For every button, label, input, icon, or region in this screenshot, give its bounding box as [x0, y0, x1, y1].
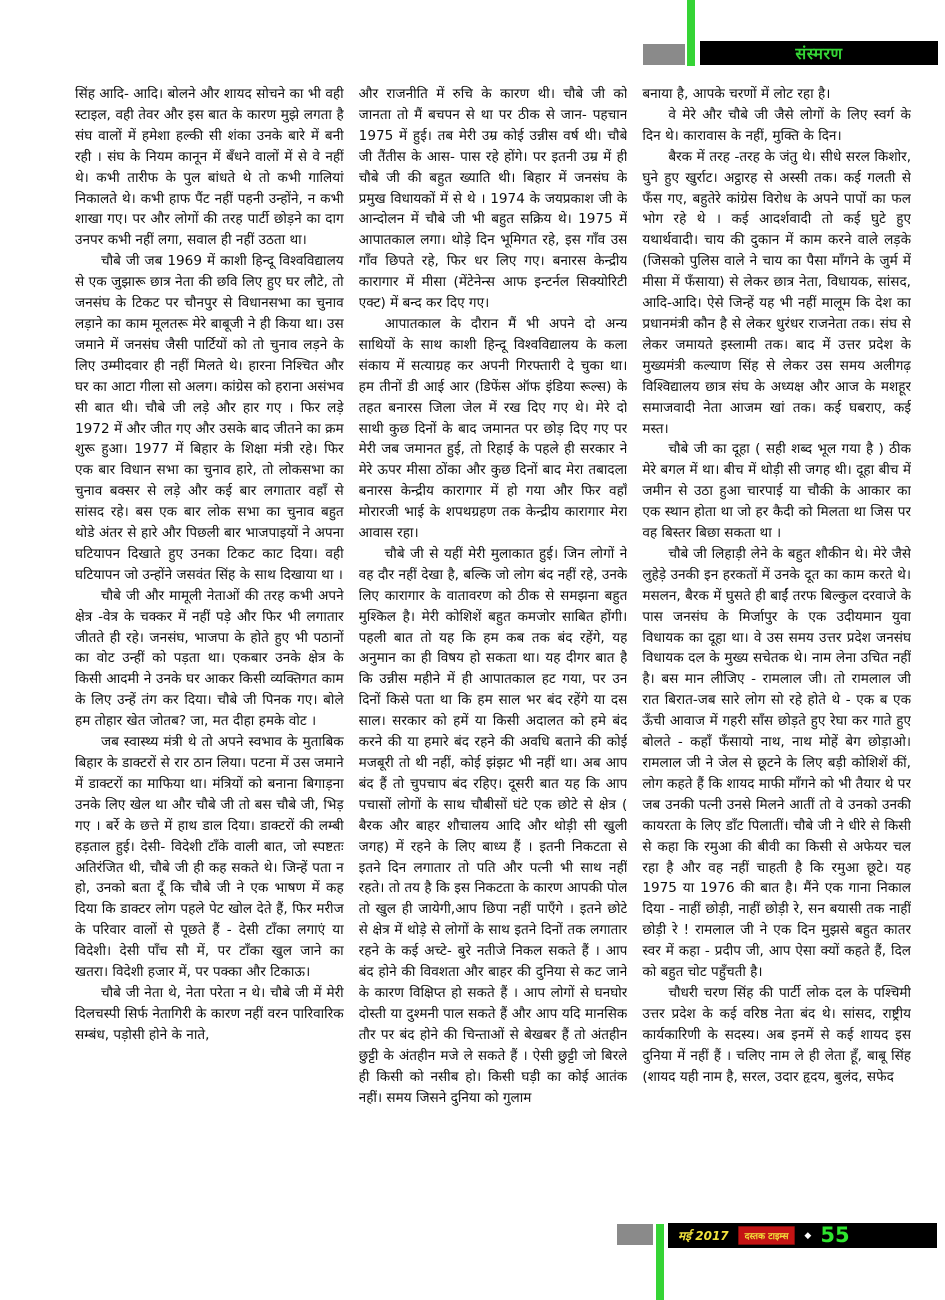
article-body — [75, 84, 911, 1249]
paragraph: चौबे जी और मामूली नेताओं की तरह कभी अपने क्षेत्र -वेत्र के चक्कर में नहीं पड़े और फिर भी लगातार जीतते ही रहे। जनसंघ, भाजपा के होते हुए भी पठानों का वोट उन्हीं को पड़ता था। एकबार उनके क्षेत्र के किसी आदमी ने उनके घर आकर किसी व्यक्तिगत काम के लिए उन्हें तंग कर दिया। चौबे जी पिनक गए। बोले हम तोहार खेत जोतब? जा, मत दीहा हमके वोट । — [75, 587, 344, 730]
page-number: 55 — [820, 1223, 850, 1247]
paragraph: चौबे जी जब 1969 में काशी हिन्दू विश्वविद्यालय से एक जुझारू छात्र नेता की छवि लिए हुए घर लौटे, तो जनसंघ के टिकट पर चौनपुर से विधानसभा का चुनाव लड़ाने का काम मूलतरू मेरे बाबूजी ने ही किया था। उस जमाने में जनसंघ जैसी पार्टियों को तो चुनाव लड़ने के लिए उम्मीदवार ही नहीं मिलते थे। हारना निश्चित और घर का आटा गीला सो अलग। कांग्रेस को हराना असंभव सी बात थी। चौबे जी लड़े और हार गए । फिर लड़े 1972 में और जीत गए और उसके बाद जीतने का क्रम शुरू हुआ। 1977 में बिहार के शिक्षा मंत्री रहे। फिर एक बार विधान सभा का चुनाव हारे, तो लोकसभा का चुनाव बक्सर से लड़े और कई बार लगातार वहाँ से सांसद रहे। बस एक बार लोक सभा का चुनाव बहुत थोडे अंतर से हारे और पिछली बार भाजपाइयों ने अपना घटियापन दिखाते हुए उनका टिकट काट दिया। वही घटियापन जो उन्होंने जसवंत सिंह के साथ दिखाया था । — [75, 253, 344, 583]
paragraph: आपातकाल के दौरान मैं भी अपने दो अन्य साथियों के साथ काशी हिन्दू विश्वविद्यालय के कला संकाय में सत्याग्रह कर अपनी गिरफ्तारी दे चुका था। हम तीनों डी आई आर (डिफेंस ऑफ इंडिया रूल्स) के तहत बनारस जिला जेल में रख दिए गए थे। मेरे दो साथी कुछ दिनों के बाद जमानत पर छोड़ दिए गए पर मेरी जब जमानत हुई, तो रिहाई के पहले ही सरकार ने मेरे ऊपर मीसा ठोंका और कुछ दिनों बाद मेरा तबादला बनारस केन्द्रीय कारागार में हो गया और फिर वहाँ मोरारजी भाई के शपथग्रहण तक केन्द्रीय कारागार मेरा आवास रहा। — [358, 315, 628, 542]
text-column-1 — [75, 84, 344, 1249]
footer-gray-block — [617, 1224, 653, 1245]
section-header-bar — [700, 41, 938, 65]
footer-bar — [668, 1223, 937, 1248]
paragraph: चौबे जी का दूहा ( सही शब्द भूल गया है ) ठीक मेरे बगल में था। बीच में थोड़ी सी जगह थी। दूहा बीच में जमीन से उठा हुआ चारपाई या चौकी के आकार का एक स्थान होता था जो हर कैदी को मिलता था जिस पर वह बिस्तर बिछा सकता था । — [642, 441, 911, 542]
issue-date: मई 2017 — [678, 1229, 729, 1243]
footer-green-stripe — [656, 1224, 664, 1300]
paragraph: चौधरी चरण सिंह की पार्टी लोक दल के पश्चिमी उत्तर प्रदेश के कई वरिष्ठ नेता बंद थे। सांसद, राष्ट्रीय कार्यकारिणी के सदस्य। अब इनमें से कई शायद इस दुनिया में नहीं हैं । चलिए नाम ले ही लेता हूँ, बाबू सिंह (शायद यही नाम है, सरल, उदार हृदय, बुलंद, सफेद — [642, 984, 911, 1085]
paragraph: सिंह आदि- आदि। बोलने और शायद सोचने का भी वही स्टाइल, वही तेवर और इस बात के कारण मुझे लगता है संघ वालों में हमेशा हल्की सी शंका उनके बारे में बनी रही । संघ के नियम कानून में बँधने वालों में से वे नहीं थे। कभी तारीफ के पुल बांधते थे तो कभी गालियां निकालते थे। कभी हाफ पैंट नहीं पहनी उन्होंने, न कभी शाखा गए। पर और लोगों की तरह पार्टी छोड़ने का दाग उनपर कभी नहीं लगा, सवाल ही नहीं उठता था। — [75, 86, 344, 249]
magazine-logo: दस्तक टाइम्स — [738, 1226, 796, 1245]
paragraph: वे मेरे और चौबे जी जैसे लोगों के लिए स्वर्ग के दिन थे। कारावास के नहीं, मुक्ति के दिन। — [642, 106, 911, 144]
text-column-2 — [359, 84, 628, 1249]
paragraph: बैरक में तरह -तरह के जंतु थे। सीधे सरल किशोर, घुने हुए खुर्राट। अट्ठारह से अस्सी तक। कई गलती से फँस गए, बहुतेरे कांग्रेस विरोध के अपने पापों का फल भोग रहे थे । कई आदर्शवादी तो कई घुटे हुए यथार्थवादी। चाय की दुकान में काम करने वाले लड़के (जिसको पुलिस वाले ने चाय का पैसा माँगने के जुर्म में मीसा में फँसाया) से लेकर छात्र नेता, विधायक, सांसद, आदि-आदि। ऐसे जिन्हें यह भी नहीं मालूम कि देश का प्रधानमंत्री कौन है से लेकर धुरंधर राजनेता तक। संघ से लेकर जमायते इस्लामी तक। बाद में उत्तर प्रदेश के मुख्यमंत्री कल्याण सिंह से लेकर उस समय अलीगढ़ विश्विद्यालय छात्र संघ के अध्यक्ष और आज के मशहूर समाजवादी नेता आजम खां तक। कई घबराए, कई मस्त। — [642, 148, 911, 437]
paragraph: चौबे जी से यहीं मेरी मुलाकात हुई। जिन लोगों ने वह दौर नहीं देखा है, बल्कि जो लोग बंद नहीं रहे, उनके लिए कारागार के वातावरण को ठीक से समझना बहुत मुश्किल है। मेरी कोशिशें बहुत कमजोर साबित होंगी। पहली बात तो यह कि हम कब तक बंद रहेंगे, यह अनुमान का ही विषय हो सकता था। यह दीगर बात है कि उन्नीस महीने में ही आपातकाल हट गया, पर उन दिनों किसे पता था कि हम साल भर बंद रहेंगे या दस साल। सरकार को हमें या किसी अदालत को हमे बंद करने की या हमारे बंद रहने की अवधि बताने की कोई मजबूरी तो थी नहीं, कोई झंझट भी नहीं था। अब आप बंद हैं तो चुपचाप बंद रहिए। दूसरी बात यह कि आप पचासों लोगों के साथ चौबीसों घंटे एक छोटे से क्षेत्र ( बैरक और बाहर शौचालय आदि और थोड़ी सी खुली जगह) में रहने के लिए बाध्य हैं । इतनी निकटता से इतने दिन लगातार तो पति और पत्नी भी साथ नहीं रहते। तो तय है कि इस निकटता के कारण आपकी पोल तो खुल ही जायेगी,आप छिपा नहीं पाएँगे । इतने छोटे से क्षेत्र में थोड़े से लोगों के साथ इतने दिनों तक लगातार रहने के कई अच्टे- बुरे नतीजे निकल सकते हैं । आप बंद होने की विवशता और बाहर की दुनिया से कट जाने के कारण विक्षिप्त हो सकते हैं । आप लोगों से घनघोर दोस्ती या दुश्मनी पाल सकते हैं और आप यदि मानसिक तौर पर बंद होने की चिन्ताओं से बेखबर हैं तो अंतहीन छुट्टी के अंतहीन मजे ले सकते हैं । ऐसी छुट्टी जो बिरले ही किसी को नसीब हो। किसी घड़ी का कोई आतंक नहीं। समय जिसने दुनिया को गुलाम — [358, 545, 628, 1106]
header-green-stripe — [687, 0, 695, 66]
paragraph: और राजनीति में रुचि के कारण थी। चौबे जी को जानता तो मैं बचपन से था पर ठीक से जान- पहचान 1975 में हुई। तब मेरी उम्र कोई उन्नीस वर्ष थी। चौबे जी तैंतीस के आस- पास रहे होंगे। पर इतनी उम्र में ही चौबे जी की बहुत ख्याति थी। बिहार में जनसंघ के प्रमुख विधायकों में से थे । 1974 के जयप्रकाश जी के आन्दोलन में चौबे जी भी बहुत सक्रिय थे। 1975 में आपातकाल लगा। थोड़े दिन भूमिगत रहे, इस गाँव उस गाँव छिपते रहे, फिर धर लिए गए। बनारस केन्द्रीय कारागार में मीसा (मेंटेनेन्स आफ इन्टर्नल सिक्योरिटी एक्ट) में बन्द कर दिए गए। — [358, 86, 628, 312]
diamond-separator-icon: ◆ — [804, 1230, 812, 1241]
paragraph: चौबे जी नेता थे, नेता परेता न थे। चौबे जी में मेरी दिलचस्पी सिर्फ नेतागिरी के कारण नहीं वरन पारिवारिक सम्बंध, पड़ोसी होने के नाते, — [75, 984, 344, 1043]
paragraph: जब स्वास्थ्य मंत्री थे तो अपने स्वभाव के मुताबिक बिहार के डाक्टरों से रार ठान लिया। पटना में उस जमाने में डाक्टरों का माफिया था। मंत्रियों को बनाना बिगाड़ना उनके लिए खेल था और चौबे जी तो बस चौबे जी, भिड़ गए । बर्रे के छत्ते में हाथ डाल दिया। डाक्टरों की लम्बी हड़ताल हुई। देसी- विदेशी टाँके वाली बात, जो स्पष्टतः अतिरंजित थी, चौबे जी ही कह सकते थे। जिन्हें पता न हो, उनको बता दूँ कि चौबे जी ने एक भाषण में कह दिया कि डाक्टर लोग पहले पेट खोल देते हैं, फिर मरीज के परिवार वालों से पूछते हैं - देसी टाँका लगाएं या विदेशी। देसी पाँच सौ में, पर टाँका खुल जाने का खतरा। विदेशी हजार में, पर पक्का और टिकाऊ। — [75, 734, 344, 981]
text-column-3 — [642, 84, 911, 1249]
paragraph: चौबे जी लिहाड़ी लेने के बहुत शौकीन थे। मेरे जैसे लुहेड़े उनकी इन हरकतों में उनके दूत का काम करते थे। मसलन, बैरक में घुसते ही बाईं तरफ बिल्कुल दरवाजे के पास जनसंघ के मिर्जापुर के एक उदीयमान युवा विधायक का दूहा था। वे उस समय उत्तर प्रदेश जनसंघ विधायक दल के मुख्य सचेतक थे। नाम लेना उचित नहीं है। बस मान लीजिए - रामलाल जी। तो रामलाल जी रात बिरात-जब सारे लोग सो रहे होते थे - एक ब एक ऊँची आवाज में गहरी साँस छोड़ते हुए रेघा कर गाते हुए बोलते - कहाँ फँसायो नाथ, नाथ मोहें बेग छोड़ाओ। रामलाल जी ने जेल से छूटने के लिए बड़ी कोशिशें कीं, लोग कहते हैं कि शायद माफी माँगने को भी तैयार थे पर जब उनकी पत्नी उनसे मिलने आतीं तो वे उनको उनकी कायरता के लिए डाँट पिलातीं। चौबे जी ने धीरे से किसी से कहा कि रमुआ की बीवी का किसी से अफेयर चल रहा है और वह नहीं चाहती है कि रमुआ छूटे। यह 1975 या 1976 की बात है। मैंने एक गाना निकाल दिया - नाहीं छोड़ी, नाहीं छोड़ी रे, सन बयासी तक नाहीं छोड़ी रे ! रामलाल जी ने एक दिन मुझसे बहुत कातर स्वर में कहा - प्रदीप जी, आप ऐसा क्यों कहते हैं, दिल को बहुत चोट पहुँचती है। — [642, 545, 911, 981]
header-gray-block — [643, 44, 685, 65]
section-title: संस्मरण — [795, 44, 843, 63]
paragraph: बनाया है, आपके चरणों में लोट रहा है। — [642, 86, 831, 102]
